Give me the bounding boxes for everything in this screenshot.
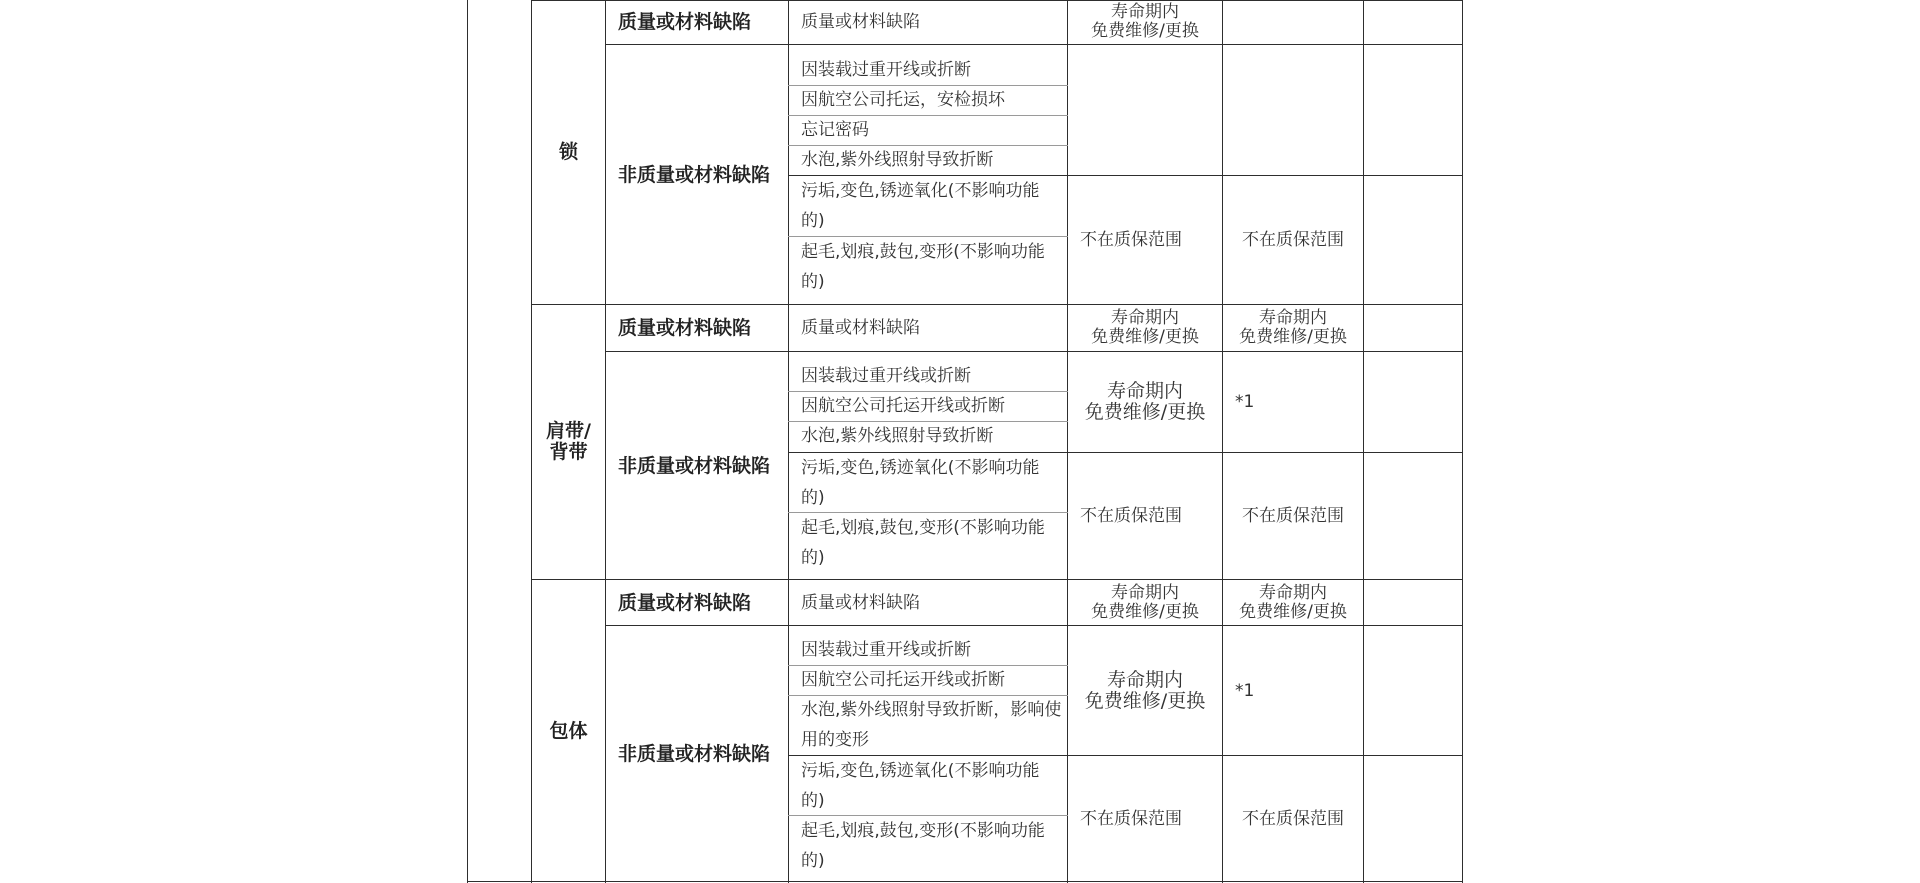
table-border-bottom [467,881,1463,882]
damage-reason: 因航空公司托运，安检损坏 [801,90,1005,110]
quality-defect-group: 质量或材料缺陷 [618,11,752,33]
non-quality-defect-group: 非质量或材料缺陷 [618,454,771,477]
non-quality-defect-group: 非质量或材料缺陷 [618,742,771,765]
footnote-marker: *1 [1235,680,1255,701]
table-border-right [1462,0,1463,883]
wear-reason: 起毛,划痕,鼓包,变形(不影响功能的) [801,518,1045,568]
non-quality-defect-group: 非质量或材料缺陷 [618,163,771,186]
not-covered-label: 不在质保范围 [1080,808,1182,829]
category-bag-body: 包体 [549,719,588,742]
damage-reason: 因航空公司托运开线或折断 [801,670,1005,690]
warranty-policy: 寿命期内 免费维修/更换 [1084,380,1206,423]
wear-reason: 污垢,变色,锈迹氧化(不影响功能的) [801,457,1040,508]
table-border-left [467,0,468,883]
category-lock: 锁 [558,141,578,163]
damage-reason: 水泡,紫外线照射导致折断，影响使用的变形 [801,700,1062,750]
damage-reason: 因装载过重开线或折断 [801,60,971,80]
warranty-policy: 寿命期内 免费维修/更换 [1091,308,1199,347]
not-covered-label: 不在质保范围 [1080,506,1182,526]
not-covered-label: 不在质保范围 [1242,808,1344,829]
quality-defect-reason: 质量或材料缺陷 [801,592,920,613]
quality-defect-reason: 质量或材料缺陷 [801,12,920,32]
wear-reason: 污垢,变色,锈迹氧化(不影响功能的) [801,181,1040,231]
warranty-policy [1068,45,1222,175]
category-shoulder-strap: 肩带/ 背带 [546,420,591,463]
warranty-policy [1223,45,1363,175]
damage-reason: 因装载过重开线或折断 [801,640,971,660]
quality-defect-group: 质量或材料缺陷 [618,591,752,614]
damage-reason: 因装载过重开线或折断 [801,366,971,386]
quality-defect-reason: 质量或材料缺陷 [801,318,920,338]
column-divider [1363,0,1364,883]
footnote-marker: *1 [1235,392,1255,412]
damage-reason: 水泡,紫外线照射导致折断 [801,150,994,170]
warranty-policy [1223,0,1363,44]
warranty-policy: 寿命期内 免费维修/更换 [1239,308,1347,347]
warranty-policy: 寿命期内 免费维修/更换 [1084,668,1206,712]
wear-reason: 起毛,划痕,鼓包,变形(不影响功能的) [801,242,1045,292]
not-covered-label: 不在质保范围 [1242,506,1344,526]
warranty-policy: 寿命期内 免费维修/更换 [1239,582,1347,622]
warranty-policy: 寿命期内 免费维修/更换 [1091,582,1199,622]
not-covered-label: 不在质保范围 [1080,230,1182,250]
not-covered-label: 不在质保范围 [1242,230,1344,250]
warranty-policy: 寿命期内 免费维修/更换 [1091,2,1199,41]
damage-reason: 水泡,紫外线照射导致折断 [801,426,994,446]
wear-reason: 起毛,划痕,鼓包,变形(不影响功能的) [801,821,1045,871]
damage-reason: 因航空公司托运开线或折断 [801,396,1005,416]
quality-defect-group: 质量或材料缺陷 [618,317,752,339]
damage-reason: 忘记密码 [801,120,869,140]
wear-reason: 污垢,变色,锈迹氧化(不影响功能的) [801,760,1040,811]
